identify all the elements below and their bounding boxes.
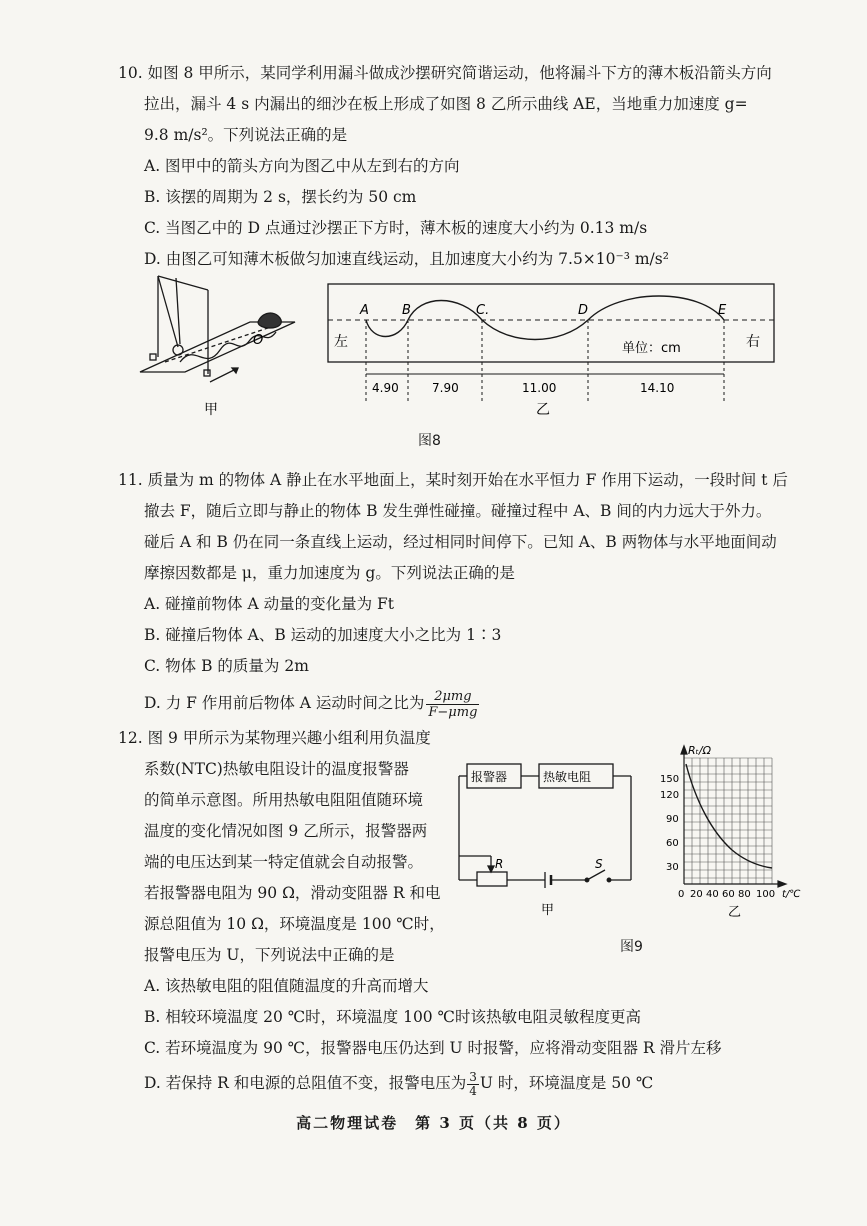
switch-label: S: [595, 857, 603, 871]
figure-8-caption: 图8: [418, 433, 441, 449]
q11-line-3: 碰后 A 和 B 仍在同一条直线上运动，经过相同时间停下。已知 A、B 两物体与水平地面间动: [144, 533, 777, 551]
circuit-sub-label: 甲: [541, 903, 555, 918]
q12-fraction-numerator: 3: [469, 1069, 477, 1084]
q12-option-a: A. 该热敏电阻的阻值随温度的升高而增大: [144, 977, 429, 995]
ytick-90: 90: [666, 814, 679, 825]
q11-fraction-numerator: 2μmg: [426, 689, 479, 705]
q11-line-2: 撤去 F，随后立即与静止的物体 B 发生弹性碰撞。碰撞过程中 A、B 间的内力远大于外力。: [144, 502, 772, 520]
q12-option-d-suffix: U 时，环境温度是 50 ℃: [479, 1074, 654, 1092]
question-10: [118, 58, 772, 275]
q12-option-c: C. 若环境温度为 90 ℃，报警器电压仍达到 U 时报警，应将滑动变阻器 R 滑片左移: [144, 1039, 722, 1057]
figure-9-caption: 图9: [620, 939, 643, 955]
ytick-30: 30: [666, 862, 679, 873]
xtick-80: 80: [738, 889, 751, 900]
ytick-150: 150: [660, 774, 680, 785]
figure-9-circuit: [455, 752, 645, 922]
q12-line-7: 源总阻值为 10 Ω，环境温度是 100 ℃时，: [144, 915, 445, 933]
xtick-60: 60: [722, 889, 735, 900]
point-a-label: A: [360, 303, 369, 318]
q12-line-4: 温度的变化情况如图 9 乙所示，报警器两: [144, 822, 428, 840]
point-d-label: D: [578, 303, 589, 318]
xtick-100: 100: [756, 889, 776, 900]
q12-fraction-denominator: 4: [469, 1083, 477, 1098]
figure-8-sub-a: 甲: [204, 402, 218, 418]
dim-ab: 4.90: [372, 381, 399, 395]
q12-option-d-text: D. 若保持 R 和电源的总阻值不变，报警电压为: [144, 1074, 467, 1092]
sand-pendulum-diagram: [140, 276, 295, 382]
q12-option-b: B. 相较环境温度 20 ℃时，环境温度 100 ℃时该热敏电阻灵敏程度更高: [144, 1008, 641, 1026]
q12-option-d-fraction: [467, 1071, 479, 1098]
graph-sub-label: 乙: [728, 905, 742, 920]
dim-cd: 11.00: [522, 381, 557, 395]
q11-option-c: C. 物体 B 的质量为 2m: [144, 657, 309, 675]
q10-line-3: 9.8 m/s²。下列说法正确的是: [144, 126, 348, 144]
xtick-20: 20: [690, 889, 703, 900]
dim-bc: 7.90: [432, 381, 459, 395]
ytick-120: 120: [660, 790, 680, 801]
rheostat-label: R: [495, 857, 504, 871]
q11-option-d-fraction: [426, 689, 479, 720]
graph-xlabel: t/℃: [782, 889, 801, 900]
thermistor-label: 热敏电阻: [543, 770, 592, 784]
q11-fraction-denominator: F−μmg: [428, 704, 478, 720]
point-c-label: C.: [476, 303, 490, 318]
point-b-label: B: [402, 303, 411, 318]
q11-option-d: [118, 688, 788, 720]
q12-line-1: 12. 图 9 甲所示为某物理兴趣小组利用负温度: [118, 729, 431, 747]
graph-ylabel: Rₜ/Ω: [688, 744, 711, 757]
left-label: 左: [334, 334, 348, 350]
right-label: 右: [746, 334, 760, 350]
pendulum-o-label: O: [253, 333, 264, 348]
page-footer: 高二物理试卷 第 3 页（共 8 页）: [296, 1114, 571, 1132]
q11-line-1: 11. 质量为 m 的物体 A 静止在水平地面上，某时刻开始在水平恒力 F 作用下运动，一段时间 t 后: [118, 471, 788, 489]
xtick-40: 40: [706, 889, 719, 900]
figure-8-sub-b: 乙: [536, 402, 550, 418]
figure-8: [120, 262, 780, 432]
q10-option-a: A. 图甲中的箭头方向为图乙中从左到右的方向: [144, 157, 460, 175]
q12-line-8: 报警电压为 U，下列说法中正确的是: [144, 946, 395, 964]
alarm-label: 报警器: [471, 770, 508, 784]
q12-line-6: 若报警器电阻为 90 Ω，滑动变阻器 R 和电: [144, 884, 441, 902]
figure-9-graph: [660, 742, 822, 922]
point-e-label: E: [718, 303, 727, 318]
q12-option-d: [118, 1068, 722, 1099]
question-11: [118, 465, 788, 720]
q11-line-4: 摩擦因数都是 μ，重力加速度为 g。下列说法正确的是: [144, 564, 515, 582]
q10-line-1: 10. 如图 8 甲所示，某同学利用漏斗做成沙摆研究简谐运动，他将漏斗下方的薄木板沿箭头方向: [118, 64, 772, 82]
q10-option-d: D. 由图乙可知薄木板做匀加速直线运动，且加速度大小约为 7.5×10⁻³ m/s²: [144, 250, 669, 268]
q12-line-5: 端的电压达到某一特定值就会自动报警。: [144, 853, 424, 871]
q12-line-3: 的简单示意图。所用热敏电阻阻值随环境: [144, 791, 424, 809]
q11-option-d-text: D. 力 F 作用前后物体 A 运动时间之比为: [144, 694, 425, 712]
q10-option-c: C. 当图乙中的 D 点通过沙摆正下方时，薄木板的速度大小约为 0.13 m/s: [144, 219, 648, 237]
unit-label: 单位：cm: [622, 341, 681, 356]
ytick-60: 60: [666, 838, 679, 849]
q11-option-b: B. 碰撞后物体 A、B 运动的加速度大小之比为 1∶3: [144, 626, 502, 644]
q10-line-2: 拉出，漏斗 4 s 内漏出的细沙在板上形成了如图 8 乙所示曲线 AE，当地重力加速度 g=: [144, 95, 748, 113]
q12-line-2: 系数(NTC)热敏电阻设计的温度报警器: [144, 760, 409, 778]
dim-de: 14.10: [640, 381, 675, 395]
xtick-0: 0: [678, 889, 685, 900]
q11-option-a: A. 碰撞前物体 A 动量的变化量为 Ft: [144, 595, 395, 613]
q10-option-b: B. 该摆的周期为 2 s，摆长约为 50 cm: [144, 188, 417, 206]
